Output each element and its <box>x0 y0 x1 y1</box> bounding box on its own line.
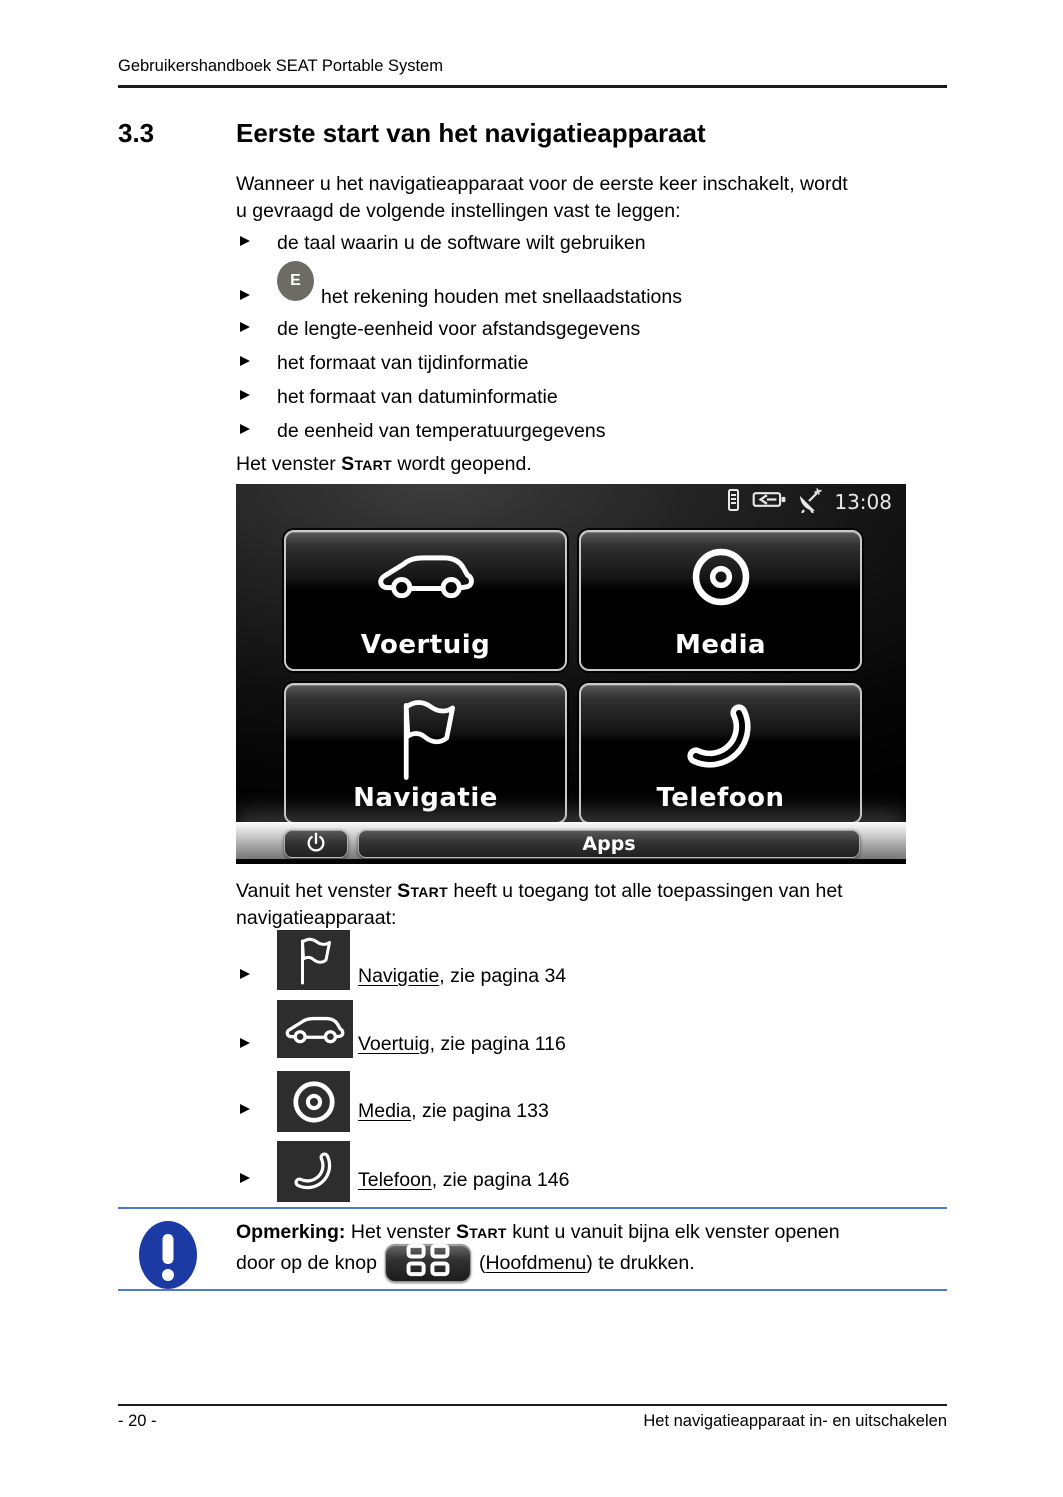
settings-item-1: de taal waarin u de software wilt gebruiken <box>277 232 646 254</box>
bullet-icon <box>240 1104 250 1114</box>
device-tile-label: Navigatie <box>353 783 498 813</box>
footer-chapter-title: Het navigatieapparaat in- en uitschakelen <box>643 1412 947 1430</box>
header-rule <box>118 85 947 88</box>
media-link[interactable]: Media <box>358 1100 412 1122</box>
power-button <box>284 830 348 858</box>
start-window-name: Start <box>341 453 392 475</box>
bullet-icon <box>240 1173 250 1183</box>
memory-stick-icon <box>726 488 741 517</box>
apps-button-label: Apps <box>582 833 636 855</box>
note-line1: Opmerking: Het venster Start kunt u vanuit bijna elk venster openen <box>236 1221 840 1243</box>
device-tile-navigation <box>284 683 567 824</box>
disc-icon <box>581 540 860 614</box>
bullet-icon <box>240 390 250 400</box>
bullet-icon <box>240 236 250 246</box>
device-tile-label: Voertuig <box>360 630 491 660</box>
status-clock: 13:08 <box>834 490 892 514</box>
gps-satellite-icon <box>797 487 823 518</box>
apps-button <box>358 830 860 858</box>
disc-icon <box>277 1071 350 1132</box>
bullet-icon <box>240 322 250 332</box>
note-divider-bottom <box>118 1289 947 1291</box>
app-link-vehicle: Voertuig, zie pagina 116 <box>358 1033 566 1055</box>
bullet-icon <box>240 969 250 979</box>
start-opened-line: Het venster Start wordt geopend. <box>236 453 532 475</box>
settings-item-2: het rekening houden met snellaadstations <box>321 286 682 308</box>
e-charging-badge-icon: E <box>277 261 314 301</box>
main-menu-button <box>385 1244 471 1282</box>
settings-item-3: de lengte-eenheid voor afstandsgegevens <box>277 318 641 340</box>
footer-rule <box>118 1404 947 1406</box>
car-icon <box>277 1000 353 1058</box>
phone-link[interactable]: Telefoon <box>358 1169 432 1191</box>
device-tile-media <box>579 530 862 671</box>
note-label: Opmerking: <box>236 1221 346 1243</box>
access-line2: navigatieapparaat: <box>236 907 397 929</box>
section-title: Eerste start van het navigatieapparaat <box>236 118 706 148</box>
phone-icon <box>581 695 860 781</box>
settings-item-6: de eenheid van temperatuurgegevens <box>277 420 606 442</box>
main-menu-link[interactable]: Hoofdmenu <box>485 1251 587 1274</box>
settings-item-5: het formaat van datuminformatie <box>277 386 558 408</box>
footer-page-number: - 20 - <box>118 1412 157 1430</box>
flag-icon <box>277 930 350 990</box>
device-tile-label: Telefoon <box>656 783 785 813</box>
car-icon <box>286 546 565 604</box>
bullet-icon <box>240 356 250 366</box>
section-number: 3.3 <box>118 118 155 148</box>
navigation-link[interactable]: Navigatie <box>358 965 440 987</box>
grid-menu-icon <box>405 1242 451 1284</box>
page-header: Gebruikershandboek SEAT Portable System <box>118 57 443 75</box>
bullet-icon <box>240 424 250 434</box>
status-bar <box>726 489 892 515</box>
device-screenshot <box>236 484 906 864</box>
device-tile-phone <box>579 683 862 824</box>
power-icon <box>305 831 327 858</box>
access-line1: Vanuit het venster Start heeft u toegang tot alle toepassingen van het <box>236 880 843 902</box>
settings-item-4: het formaat van tijdinformatie <box>277 352 529 374</box>
intro-line2: u gevraagd de volgende instellingen vast te leggen: <box>236 200 681 222</box>
start-window-name: Start <box>397 880 448 902</box>
app-link-navigation: Navigatie, zie pagina 34 <box>358 965 567 987</box>
bullet-icon <box>240 1038 250 1048</box>
flag-icon <box>286 695 565 781</box>
exclamation-note-icon <box>139 1221 197 1289</box>
battery-charging-icon <box>752 490 786 514</box>
start-window-name: Start <box>455 1221 507 1243</box>
intro-line1: Wanneer u het navigatieapparaat voor de eerste keer inschakelt, wordt <box>236 173 848 195</box>
bullet-icon <box>240 290 250 300</box>
device-tile-label: Media <box>674 630 767 660</box>
note-divider-top <box>118 1207 947 1209</box>
vehicle-link[interactable]: Voertuig <box>358 1033 430 1055</box>
phone-icon <box>277 1141 350 1202</box>
note-line2: door op de knop ( Hoofdmenu ) te drukken. <box>236 1243 695 1283</box>
app-link-phone: Telefoon, zie pagina 146 <box>358 1169 570 1191</box>
app-link-media: Media, zie pagina 133 <box>358 1100 549 1122</box>
device-tile-vehicle <box>284 530 567 671</box>
